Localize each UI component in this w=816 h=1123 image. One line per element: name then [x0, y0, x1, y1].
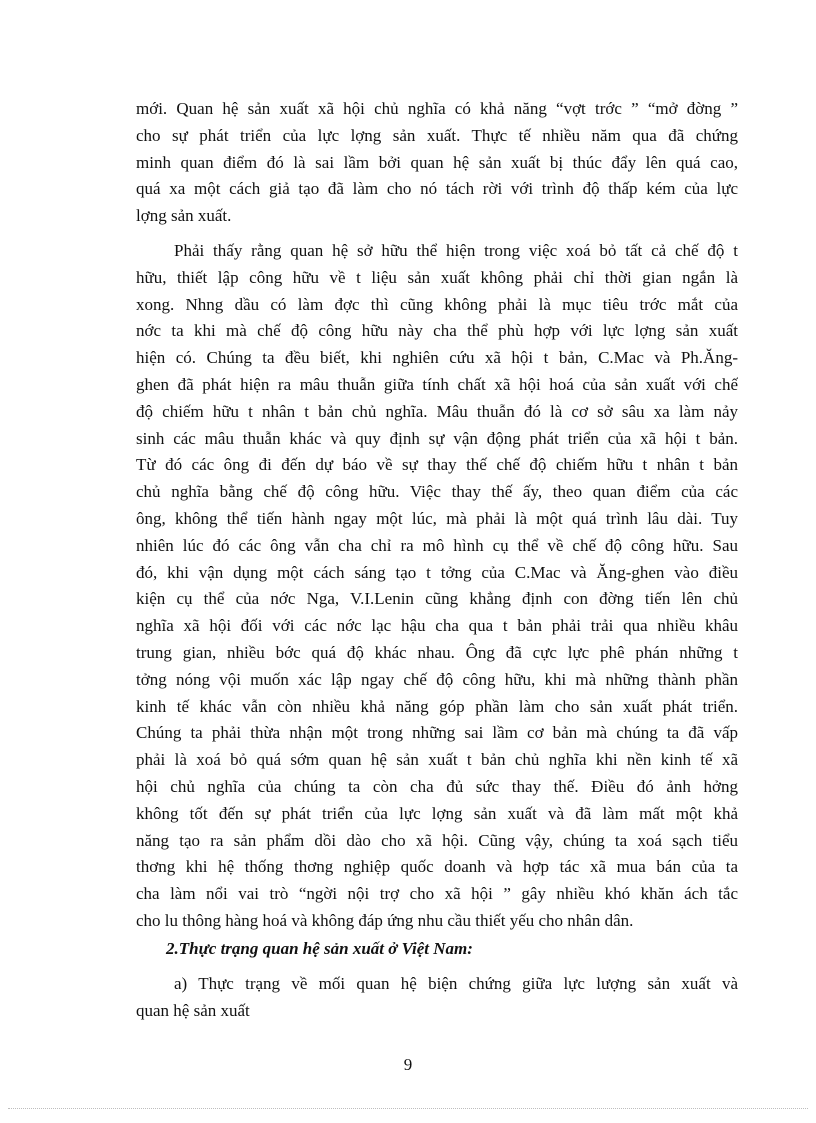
text-line: đó, khi vận dụng một cách sáng tạo t tởng của C.Mac và Ăng-ghen vào điều	[136, 562, 738, 582]
text-line: lợng sản xuất.	[136, 206, 232, 226]
text-line: xong. Nhng dầu có làm đợc thì cũng không phải là mục tiêu trớc mắt của	[136, 294, 738, 314]
footer-divider	[8, 1108, 808, 1109]
text-line: ghen đã phát hiện ra mâu thuẫn giữa tính chất xã hội hoá của sản xuất với chế	[136, 374, 738, 394]
paragraph-1	[136, 96, 738, 230]
text-line: kiện cụ thể của nớc Nga, V.I.Lenin cũng khẳng định con đờng tiến lên chủ	[136, 589, 738, 609]
text-line: cha làm nổi vai trò “ngời nội trợ cho xã hội ” gây nhiều khó khăn ách tắc	[136, 884, 738, 904]
text-line: nhiên lúc đó các ông vẫn cha chỉ ra mô hình cụ thể về chế độ công hữu. Sau	[136, 535, 738, 555]
text-line: nghĩa xã hội đối với các nớc lạc hậu cha qua t bản phải trải qua nhiều khâu	[136, 616, 738, 636]
text-line: quá xa một cách giả tạo đã làm cho nó tách rời với trình độ thấp kém của lực	[136, 179, 738, 199]
text-line: mới. Quan hệ sản xuất xã hội chủ nghĩa có khả năng “vợt trớc ” “mở đờng ”	[136, 99, 738, 118]
paragraph-2	[136, 238, 738, 935]
text-line: tởng nóng vội muốn xác lập ngay chế độ công hữu, khi mà những thành phần	[136, 669, 738, 689]
page-number: 9	[403, 1055, 413, 1074]
paragraph-spacer	[136, 230, 738, 238]
text-line: thơng khi hệ thống thơng nghiệp quốc doanh và hợp tác xã mua bán của ta	[136, 857, 738, 877]
text-line: nớc ta khi mà chế độ công hữu này cha thể phù hợp với lực lợng sản xuất	[136, 321, 738, 341]
text-line: Phải thấy rằng quan hệ sở hữu thể hiện trong việc xoá bỏ tất cả chế độ t	[174, 240, 738, 260]
text-line: quan hệ sản xuất	[136, 1000, 250, 1020]
text-line: hội chủ nghĩa của chúng ta còn cha đủ sức thay thế. Điều đó ảnh hởng	[136, 776, 738, 796]
text-line: cho sự phát triển của lực lợng sản xuất. Thực tế nhiều năm qua đã chứng	[136, 125, 738, 145]
text-line: ông, không thể tiến hành ngay một lúc, mà phải là một quá trình lâu dài. Tuy	[136, 508, 738, 528]
text-line: chủ nghĩa bằng chế độ công hữu. Việc thay thế ấy, theo quan điểm của các	[136, 482, 738, 502]
text-line: minh quan điểm đó là sai lầm bởi quan hệ sản xuất bị thúc đẩy lên quá cao,	[136, 152, 738, 172]
text-line: không tốt đến sự phát triển của lực lợng sản xuất và đã làm mất một khả	[136, 803, 738, 823]
paragraph-spacer	[136, 963, 738, 971]
text-line: trung gian, nhiều bớc quá độ khác nhau. Ông đã cực lực phê phán những t	[136, 642, 738, 662]
text-line: kinh tế khác vẫn còn nhiều khả năng góp phần làm cho sản xuất phát triển.	[136, 696, 738, 716]
paragraph-3	[136, 971, 738, 1025]
text-line: độ chiếm hữu t nhân t bản chủ nghĩa. Mâu thuẫn đó là cơ sở sâu xa làm nảy	[136, 401, 738, 421]
text-line: hiện có. Chúng ta đều biết, khi nghiên cứu xã hội t bản, C.Mac và Ph.Ăng-	[136, 348, 738, 368]
document-body	[136, 96, 738, 1024]
text-line: cho lu thông hàng hoá và không đáp ứng nhu cầu thiết yếu cho nhân dân.	[136, 910, 634, 930]
text-line: Chúng ta phải thừa nhận một trong những sai lầm cơ bản mà chúng ta đã vấp	[136, 723, 738, 743]
text-line: Từ đó các ông đi đến dự báo về sự thay thế chế độ chiếm hữu t nhân t bản	[136, 455, 738, 475]
text-line: hữu, thiết lập công hữu về t liệu sản xuất không phải chỉ thời gian ngắn là	[136, 267, 738, 287]
section-heading: 2.Thực trạng quan hệ sản xuất ở Việt Nam:	[166, 938, 473, 958]
text-line: sinh các mâu thuẫn khác và quy định sự vận động phát triển của xã hội t bản.	[136, 428, 738, 448]
text-line: phải là xoá bỏ quá sớm quan hệ sản xuất t bản chủ nghĩa khi nền kinh tế xã	[136, 750, 738, 770]
text-line: a) Thực trạng về mối quan hệ biện chứng giữa lực lượng sản xuất và	[174, 973, 738, 993]
text-line: năng tạo ra sản phẩm dồi dào cho xã hội. Cũng vậy, chúng ta xoá sạch tiểu	[136, 830, 738, 850]
